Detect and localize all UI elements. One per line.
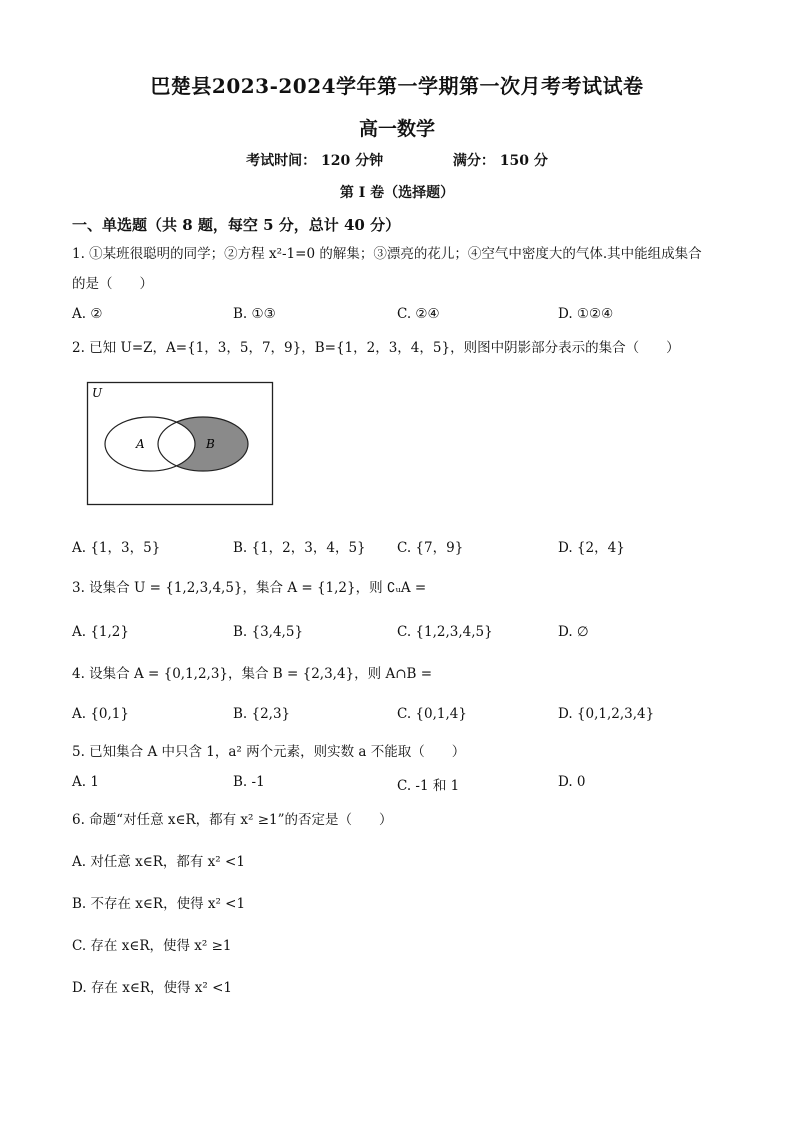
exam-time: 考试时间： 120 分钟 <box>246 153 384 169</box>
question-4-stem: 4. 设集合 A = {0,1,2,3}，集合 B = {2,3,4}，则 A∩B = <box>72 666 433 682</box>
question-3-option-a[interactable]: A. {1,2} <box>72 624 129 640</box>
question-3-option-b[interactable]: B. {3,4,5} <box>233 624 304 640</box>
exam-score: 满分： 150 分 <box>452 153 548 169</box>
question-6-option-c[interactable]: C. 存在 x∈R，使得 x² ≥1 <box>72 938 232 954</box>
set-b-label: B <box>206 437 215 451</box>
question-5-options <box>0 774 794 794</box>
exam-meta <box>0 150 794 170</box>
question-5-stem: 5. 已知集合 A 中只含 1，a² 两个元素，则实数 a 不能取（ ） <box>72 744 466 760</box>
question-5-option-d[interactable]: D. 0 <box>558 774 586 790</box>
question-2-options <box>0 536 794 556</box>
question-3-options <box>0 624 794 644</box>
question-4-option-c[interactable]: C. {0,1,4} <box>397 706 467 722</box>
question-2-stem: 2. 已知 U=Z，A={1，3，5，7，9}，B={1，2，3，4，5}，则图中阴影部分表示的集合（ ） <box>72 340 680 356</box>
venn-diagram <box>86 381 276 509</box>
exam-title: 巴楚县2023-2024学年第一学期第一次月考考试试卷 <box>150 74 644 98</box>
question-2-option-d[interactable]: D. {2，4} <box>558 540 625 556</box>
question-6-stem: 6. 命题“对任意 x∈R，都有 x² ≥1”的否定是（ ） <box>72 812 393 828</box>
question-4-option-d[interactable]: D. {0,1,2,3,4} <box>558 706 655 722</box>
question-3-option-d[interactable]: D. ∅ <box>558 624 589 640</box>
question-1-stem-line2: 的是（ ） <box>72 276 153 292</box>
question-6-option-d[interactable]: D. 存在 x∈R，使得 x² <1 <box>72 980 232 996</box>
question-5-option-a[interactable]: A. 1 <box>72 774 99 790</box>
question-1-option-c[interactable]: C. ②④ <box>397 306 440 322</box>
question-3-option-c[interactable]: C. {1,2,3,4,5} <box>397 624 493 640</box>
universe-label: U <box>92 386 103 400</box>
question-2-option-b[interactable]: B. {1，2，3，4，5} <box>233 540 366 556</box>
question-4-option-a[interactable]: A. {0,1} <box>72 706 129 722</box>
question-1-stem-line1: 1. ①某班很聪明的同学；②方程 x²-1=0 的解集；③漂亮的花儿；④空气中密度大的气体.其中能组成集合 <box>72 246 702 262</box>
question-2-option-c[interactable]: C. {7，9} <box>397 540 464 556</box>
question-1-option-a[interactable]: A. ② <box>72 306 103 322</box>
question-6-option-b[interactable]: B. 不存在 x∈R，使得 x² <1 <box>72 896 246 912</box>
question-1-option-d[interactable]: D. ①②④ <box>558 306 614 322</box>
question-5-option-c[interactable]: C. -1 和 1 <box>397 778 460 794</box>
question-4-options <box>0 706 794 726</box>
question-3-stem: 3. 设集合 U = {1,2,3,4,5}，集合 A = {1,2}，则 ∁ᵤA = <box>72 580 427 596</box>
question-1-options <box>0 306 794 326</box>
question-2-option-a[interactable]: A. {1，3，5} <box>72 540 161 556</box>
question-4-option-b[interactable]: B. {2,3} <box>233 706 291 722</box>
set-a-label: A <box>136 437 145 451</box>
question-1-option-b[interactable]: B. ①③ <box>233 306 276 322</box>
exam-subtitle: 高一数学 <box>358 118 435 140</box>
question-6-option-a[interactable]: A. 对任意 x∈R，都有 x² <1 <box>72 854 245 870</box>
section-heading: 一、单选题（共 8 题，每空 5 分，总计 40 分） <box>72 216 401 234</box>
part-heading: 第 I 卷（选择题） <box>339 185 455 201</box>
question-5-option-b[interactable]: B. -1 <box>233 774 265 790</box>
